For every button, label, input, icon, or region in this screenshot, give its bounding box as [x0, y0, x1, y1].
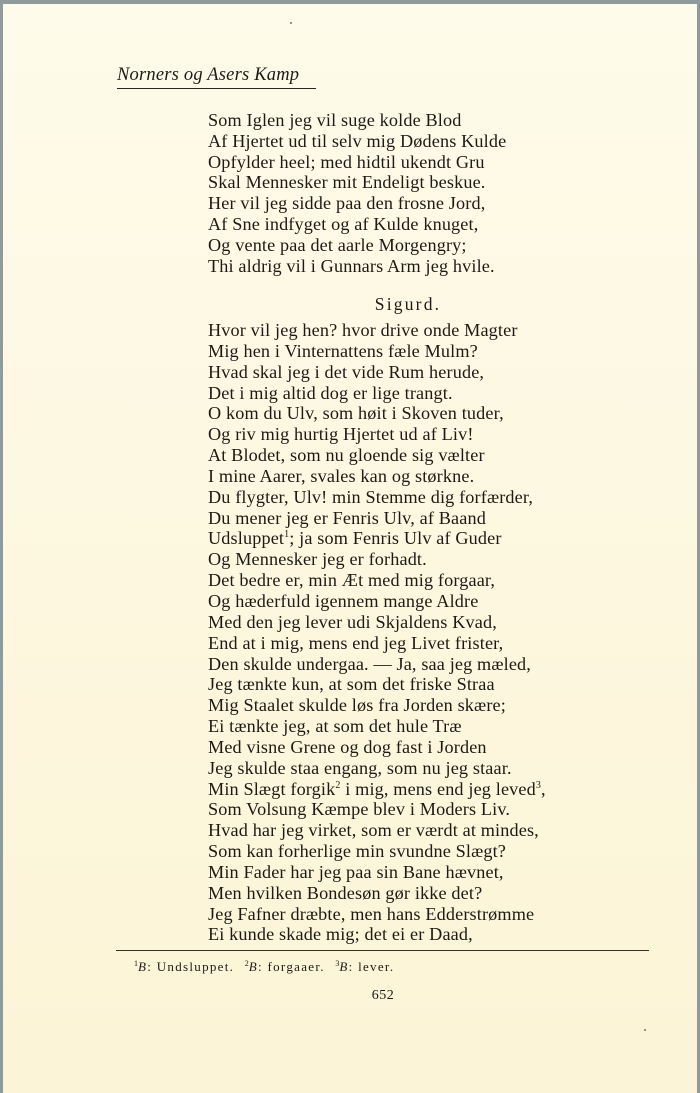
footnote: $^2$B: forgaaer. — [244, 959, 325, 974]
footnote: $^1$B: Undsluppet. — [134, 959, 235, 974]
verse-text: i mig, mens end jeg leved — [340, 778, 536, 799]
verse-line-with-note — [208, 779, 648, 800]
footnote-reference: 2 — [335, 779, 341, 791]
verse-line: Det bedre er, min Æt med mig forgaar, — [208, 570, 496, 591]
verse-block-2 — [208, 320, 648, 945]
page-number: 652 — [371, 988, 395, 1003]
verse-line: Jeg Fafner dræbte, men hans Edderstrømme — [208, 903, 535, 924]
footnote-reference: 3 — [535, 779, 542, 791]
verse-line: End at i mig, mens end jeg Livet frister, — [208, 632, 504, 653]
footnotes — [134, 959, 400, 975]
verse-line: At Blodet, som nu gloende sig vælter — [208, 445, 485, 466]
paper-speck — [290, 22, 292, 24]
verse-line: Den skulde undergaa. — Ja, saa jeg mæled, — [208, 653, 532, 674]
verse-line: Du mener jeg er Fenris Ulv, af Baand — [208, 507, 486, 528]
verse-line: Og riv mig hurtig Hjertet ud af Liv! — [208, 424, 474, 445]
verse-line: Og hæderfuld igennem mange Aldre — [208, 590, 479, 611]
paper-speck — [644, 1029, 646, 1031]
book-page — [3, 4, 697, 1093]
footnote-reference: 1 — [284, 529, 290, 541]
verse-line: Skal Mennesker mit Endeligt beskue. — [208, 172, 486, 193]
verse-text: ; ja som Fenris Ulv af Guder — [289, 528, 502, 549]
verse-line: Ei kunde skade mig; det ei er Daad, — [208, 924, 473, 945]
verse-line: Det i mig altid dog er lige trangt. — [208, 382, 453, 403]
verse-line: I mine Aarer, svales kan og størkne. — [208, 465, 475, 486]
verse-line: Hvad skal jeg i det vide Rum herude, — [208, 361, 485, 382]
verse-line: Du flygter, Ulv! min Stemme dig forfærder, — [208, 486, 534, 507]
verse-text: Udsluppet — [208, 528, 285, 549]
verse-line-with-note — [208, 528, 648, 549]
verse-line: Mig hen i Vinternattens fæle Mulm? — [208, 340, 478, 361]
verse-line: Men hvilken Bondesøn gør ikke det? — [208, 882, 483, 903]
verse-line: Med den jeg lever udi Skjaldens Kvad, — [208, 611, 497, 632]
verse-line: Af Hjertet ud til selv mig Dødens Kulde — [208, 130, 507, 151]
verse-line: Mig Staalet skulde løs fra Jorden skære; — [208, 695, 506, 716]
running-head: Norners og Asers Kamp — [117, 65, 300, 85]
verse-line: Ei tænkte jeg, at som det hule Træ — [208, 716, 462, 737]
footnote-rule — [116, 950, 649, 951]
running-head-rule — [117, 88, 316, 89]
verse-line: O kom du Ulv, som høit i Skoven tuder, — [208, 403, 504, 424]
verse-line: Jeg skulde staa engang, som nu jeg staar. — [208, 757, 512, 778]
speaker-heading: Sigurd. — [374, 294, 442, 314]
verse-line: Med visne Grene og dog fast i Jorden — [208, 736, 487, 757]
verse-line: Hvad har jeg virket, som er værdt at mindes, — [208, 820, 539, 841]
verse-line: Og vente paa det aarle Morgengry; — [208, 234, 467, 255]
verse-line: Af Sne indfyget og af Kulde knuget, — [208, 213, 479, 234]
verse-line: Som kan forherlige min svundne Slægt? — [208, 841, 507, 862]
verse-line: Og Mennesker jeg er forhadt. — [208, 549, 427, 570]
verse-text: , — [541, 778, 546, 799]
verse-line: Som Volsung Kæmpe blev i Moders Liv. — [208, 799, 511, 820]
verse-block-1 — [208, 110, 648, 276]
verse-line: Her vil jeg sidde paa den frosne Jord, — [208, 193, 486, 214]
verse-line: Jeg tænkte kun, at som det friske Straa — [208, 674, 495, 695]
verse-line: Som Iglen jeg vil suge kolde Blod — [208, 110, 462, 130]
footnote: $^3$B: lever. — [335, 959, 395, 974]
verse-line: Opfylder heel; med hidtil ukendt Gru — [208, 151, 485, 172]
verse-line: Thi aldrig vil i Gunnars Arm jeg hvile. — [208, 255, 495, 276]
verse-line: Hvor vil jeg hen? hvor drive onde Magter — [208, 320, 518, 340]
verse-line: Min Fader har jeg paa sin Bane hævnet, — [208, 861, 504, 882]
verse-text: Min Slægt forgik — [208, 778, 336, 799]
